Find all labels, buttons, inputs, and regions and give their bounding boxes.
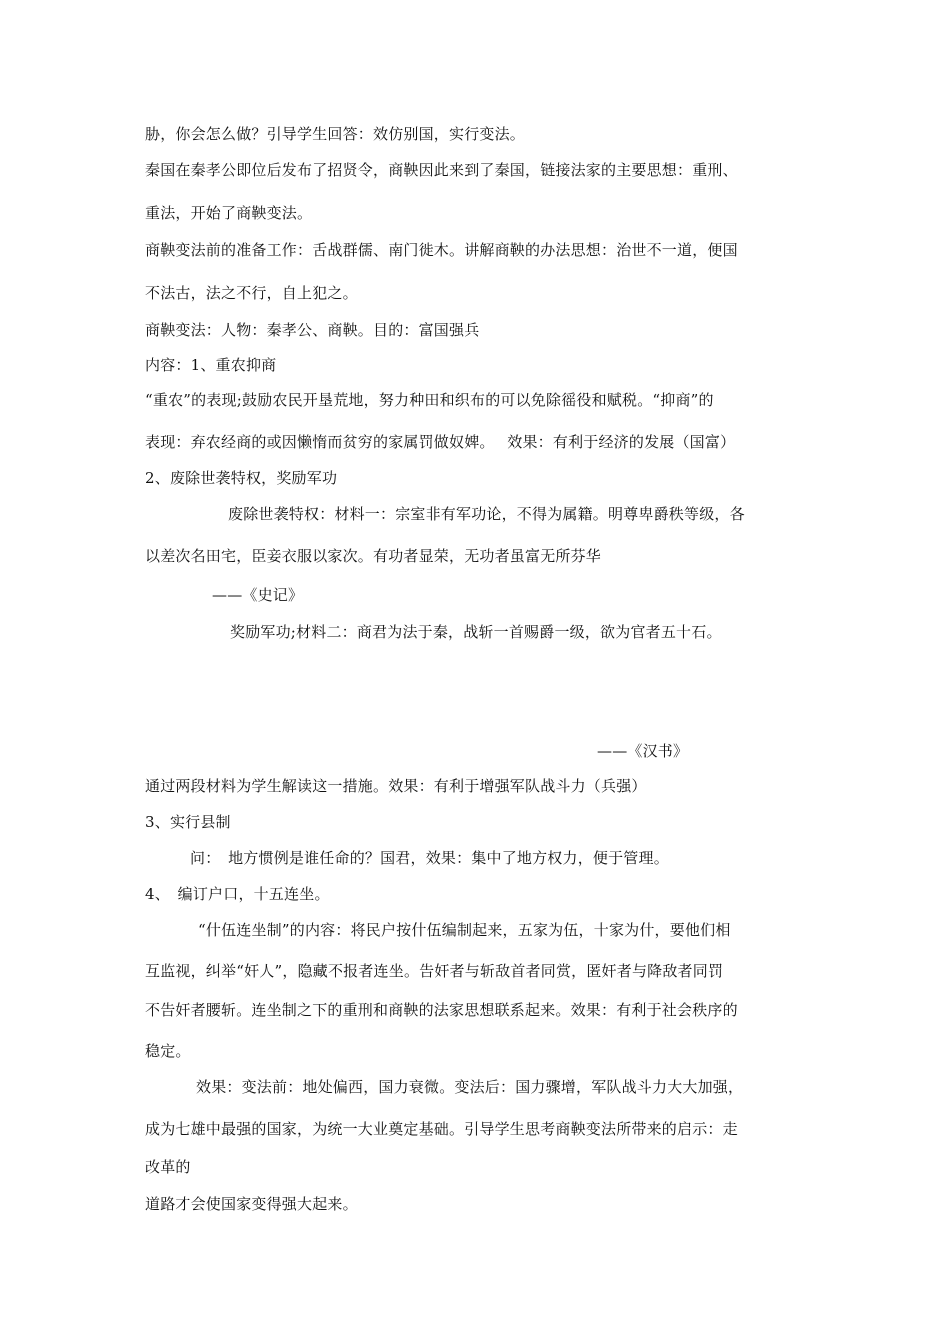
text-line: 互监视，纠举“奸人”，隐藏不报者连坐。告奸者与斩敌首者同赏，匿奸者与降敌者同罚 — [145, 962, 724, 980]
text-line: 商鞅变法：人物：秦孝公、商鞅。目的：富国强兵 — [145, 321, 480, 339]
text-line: 2、废除世袭特权，奖励军功 — [145, 469, 338, 487]
text-line: 不告奸者腰斩。连坐制之下的重刑和商鞅的法家思想联系起来。效果：有利于社会秩序的 — [145, 1001, 738, 1019]
source-citation: ——《汉书》 — [597, 742, 689, 760]
text-line: 表现：弃农经商的或因懒惰而贫穷的家属罚做奴婢。 效果：有利于经济的发展（国富） — [145, 433, 736, 451]
text-line: 秦国在秦孝公即位后发布了招贤令，商鞅因此来到了秦国，链接法家的主要思想：重刑、 — [145, 161, 738, 179]
text-line: “重农”的表现;鼓励农民开垦荒地，努力种田和织布的可以免除徭役和赋税。“抑商”的 — [145, 391, 714, 409]
text-line: 奖励军功;材料二：商君为法于秦，战斩一首赐爵一级，欲为官者五十石。 — [230, 623, 722, 641]
text-line: 内容：1、重农抑商 — [145, 356, 277, 374]
text-line: 3、实行县制 — [145, 813, 231, 831]
text-line: 重法，开始了商鞅变法。 — [145, 204, 313, 222]
text-line: 4、 编订户口，十五连坐。 — [145, 885, 330, 903]
source-citation: ——《史记》 — [212, 586, 304, 604]
text-line: 不法古，法之不行，自上犯之。 — [145, 284, 358, 302]
text-line: 胁，你会怎么做？引导学生回答：效仿别国，实行变法。 — [145, 125, 526, 143]
text-line: 改革的 — [145, 1158, 191, 1176]
text-line: 废除世袭特权：材料一：宗室非有军功论，不得为属籍。明尊卑爵秩等级，各 — [228, 505, 745, 523]
text-line: 问： 地方惯例是谁任命的？国君，效果：集中了地方权力，便于管理。 — [190, 849, 669, 867]
text-line: 以差次名田宅，臣妾衣服以家次。有功者显荣，无功者虽富无所芬华 — [145, 547, 602, 565]
text-line: “什伍连坐制”的内容：将民户按什伍编制起来，五家为伍，十家为什，要他们相 — [198, 921, 731, 939]
text-line: 成为七雄中最强的国家，为统一大业奠定基础。引导学生思考商鞅变法所带来的启示：走 — [145, 1120, 738, 1138]
text-line: 稳定。 — [145, 1042, 191, 1060]
text-line: 商鞅变法前的准备工作：舌战群儒、南门徙木。讲解商鞅的办法思想：治世不一道，便国 — [145, 241, 738, 259]
text-line: 效果：变法前：地处偏西，国力衰微。变法后：国力骤增，军队战斗力大大加强， — [196, 1078, 744, 1096]
text-line: 通过两段材料为学生解读这一措施。效果：有利于增强军队战斗力（兵强） — [145, 777, 647, 795]
text-line: 道路才会使国家变得强大起来。 — [145, 1195, 358, 1213]
